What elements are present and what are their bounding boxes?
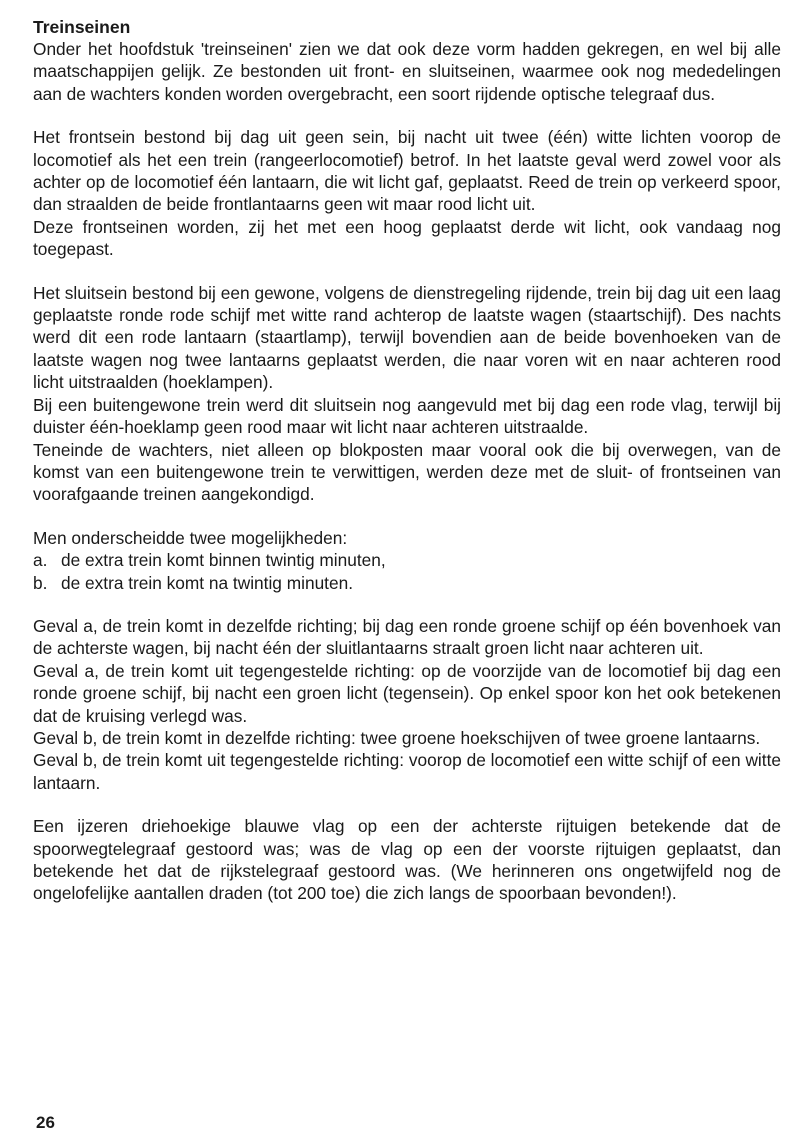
paragraph-sluitsein: Het sluitsein bestond bij een gewone, volgens de dienstregeling rijdende, trein bij dag uit een laag geplaatste ronde rode schijf met witte rand achterop de laatste wagen (staartschijf). Des nachts werd dit een rode lantaarn (staartlamp), terwijl bovendien aan de beide bovenhoeken van de laatste wagen nog twee lantaarns geplaatst werden, die naar voren wit en naar achteren rood licht uitstraalden (hoeklampen). <box>33 282 781 393</box>
list-item <box>33 549 781 571</box>
list-item-marker: a. <box>33 550 48 571</box>
paragraph-gap <box>33 594 781 615</box>
paragraph-gap <box>33 261 781 282</box>
paragraph-intro: Onder het hoofdstuk 'treinseinen' zien we dat ook deze vorm hadden gekregen, en wel bij alle maatschappijen gelijk. Ze bestonden uit front- en sluitseinen, waarmee ook nog mededelingen aan de wachters konden worden overgebracht, een soort rijdende optische telegraaf dus. <box>33 39 781 104</box>
list-item <box>33 572 781 594</box>
paragraph-frontsein: Het frontsein bestond bij dag uit geen sein, bij nacht uit twee (één) witte lichten voorop de locomotief als het een trein (rangeerlocomotief) betrof. In het laatste geval werd zowel voor als achter op de locomotief één lantaarn, die wit licht gaf, geplaatst. Reed de trein op verkeerd spoor, dan straalden de beide frontlantaarns geen wit maar rood licht uit. <box>33 127 781 215</box>
paragraph-blauwe-vlag: Een ijzeren driehoekige blauwe vlag op een der achterste rijtuigen betekende dat de spoorwegtelegraaf gestoord was; was de vlag op een der voorste rijtuigen geplaatst, dan betekende het dat de rijkstelegraaf gestoord was. (We herinneren ons ongetwijfeld nog de ongelofelijke aantallen draden (tot 200 toe) die zich langs de spoorbaan bevonden!). <box>33 816 781 904</box>
list-item-marker: b. <box>33 572 48 593</box>
paragraph-wachters: Teneinde de wachters, niet alleen op blokposten maar vooral ook die bij overwegen, van de komst van een buitengewone trein te verwittigen, werden deze met de sluit- of frontseinen van voorafgaande treinen aangekondigd. <box>33 439 781 505</box>
paragraph-buitengewone-trein: Bij een buitengewone trein werd dit sluitsein nog aangevuld met bij dag een rode vlag, terwijl bij duister één-hoeklamp geen rood maar wit licht naar achteren uitstraalde. <box>33 394 781 438</box>
page-number: 26 <box>36 1113 55 1132</box>
possibilities-list <box>33 549 781 594</box>
section-heading: Treinseinen <box>33 17 131 37</box>
list-item-text: de extra trein komt na twintig minuten. <box>61 572 354 593</box>
paragraph-geval-b-zelfde: Geval b, de trein komt in dezelfde richting: twee groene hoekschijven of twee groene lantaarns. <box>33 727 761 748</box>
list-item-text: de extra trein komt binnen twintig minuten, <box>61 550 386 571</box>
paragraph-gap <box>33 794 781 815</box>
paragraph-geval-a-zelfde: Geval a, de trein komt in dezelfde richting; bij dag een ronde groene schijf op één bovenhoek van de achterste wagen, bij nacht één der sluitlantaarns straalt groen licht naar achteren uit. <box>33 615 781 659</box>
paragraph-geval-a-tegengesteld: Geval a, de trein komt uit tegengestelde richting: op de voorzijde van de locomotief bij dag een ronde groene schijf, bij nacht een groen licht (tegensein). Op enkel spoor kon het ook betekenen dat de kruising verlegd was. <box>33 660 781 726</box>
paragraph-mogelijkheden: Men onderscheidde twee mogelijkheden: <box>33 527 348 548</box>
paragraph-gap <box>33 506 781 527</box>
paragraph-frontseinen-vandaag: Deze frontseinen worden, zij het met een hoog geplaatst derde wit licht, ook vandaag nog toegepast. <box>33 216 781 260</box>
paragraph-geval-b-tegengesteld: Geval b, de trein komt uit tegengestelde richting: voorop de locomotief een witte schijf of een witte lantaarn. <box>33 750 781 793</box>
paragraph-gap <box>33 105 781 126</box>
document-page <box>33 16 781 905</box>
